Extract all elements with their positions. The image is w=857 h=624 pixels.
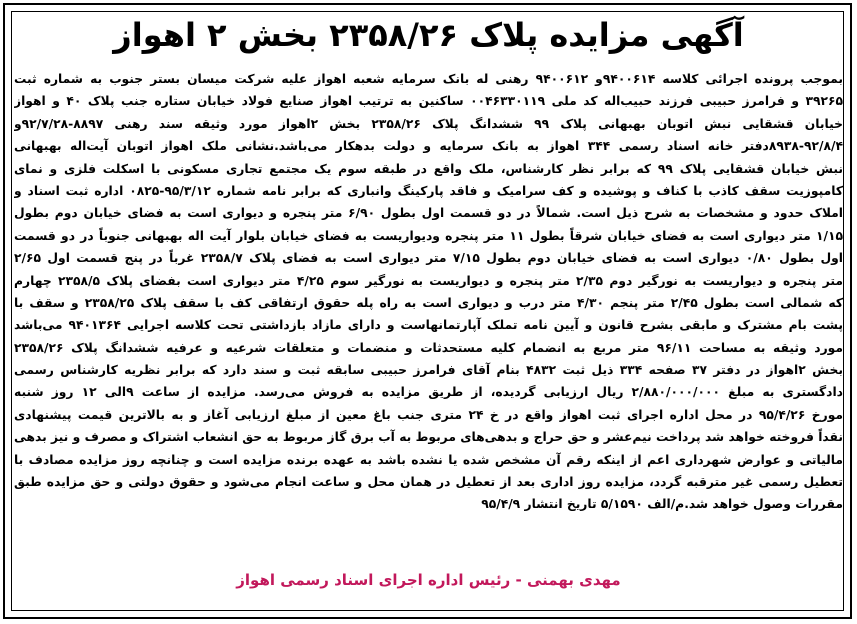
notice-line: ۱/۱۵ متر دیواری است به فضای خیابان شرقاً بطول ۱۱ متر پنجره ودیواریست به فضای خیابان بلوار آیت اله بهبهانی جنوباً در دو قسمت xyxy=(14,228,843,243)
notice-line: کامپوزیت سقف کاذب با کناف و پوشیده و کف سرامیک و فاقد پارکینگ وانباری که برابر نامه شماره ۹۵/۳/۱۲-۰۸۲۵ اداره ثبت اسناد و xyxy=(14,183,843,198)
notice-line: پشت بام مشترک و مابقی بشرح قانون و آیین نامه تملک آپارتمانهاست و دارای مازاد بازداشتی تحت کلاسه اجرایی ۹۴۰۱۳۶۴ می‌باشد xyxy=(14,318,843,333)
notice-body xyxy=(14,68,843,516)
notice-line: نقداً فروخته خواهد شد پرداخت نیم‌عشر و حق حراج و بدهی‌های مربوط به آب برق گاز مربوط به حق انشعاب اشتراک و مصرف و نیز بدهی xyxy=(14,430,843,445)
notice-line: اول بطول ۰/۸۰ دیواری است به فضای خیابان دوم بطول ۷/۱۵ متر دیواری است به فضای پلاک ۲۳۵۸/۷ غرباً در پنج قسمت اول ۲/۶۵ xyxy=(14,251,843,266)
notice-line: نبش خیابان قشقایی پلاک ۹۹ که برابر نظر کارشناس، ملک واقع در طبقه سوم یک مجتمع تجاری مسکونی با اسکلت فلزی و نمای xyxy=(14,161,843,176)
notice-line: دادگستری به مبلغ ۲/۸۸۰/۰۰۰/۰۰۰ ریال ارزیابی گردیده، از طریق مزایده به فروش می‌رسد. مزایده از ساعت ۹الی ۱۲ روز شنبه xyxy=(14,385,843,400)
notice-line: مورد وثیقه به مساحت ۹۶/۱۱ متر مربع به انضمام کلیه مستحدثات و منضمات و متعلقات شرعیه و عرفیه ششدانگ پلاک ۲۳۵۸/۲۶ xyxy=(14,340,843,355)
notice-line: تعطیل رسمی غیر مترقبه گردد، مزایده روز اداری بعد از تعطیل در همان محل و ساعت انجام می‌شود و حقوق دولتی و حق مزایده طبق xyxy=(14,475,843,490)
notice-line: مالیاتی و عوارض شهرداری اعم از اینکه رقم آن مشخص شده یا نشده باشد به عهده برنده مزایده است و چنانچه روز مزایده مصادف با xyxy=(14,452,843,467)
notice-line: بموجب پرونده اجرائی کلاسه ۹۴۰۰۶۱۴و ۹۴۰۰۶۱۲ رهنی له بانک سرمایه شعبه اهواز علیه شرکت میسان بستر جنوب به شماره ثبت xyxy=(14,72,843,86)
notice-line: متر پنجره و دیواریست به نورگیر دوم ۲/۳۵ متر پنجره و دیواریست به نورگیر سوم ۴/۲۵ متر دیواری است بفضای پلاک ۲۳۵۸/۵ چهارم xyxy=(14,273,843,288)
notice-line: ۸۹۳۸-۹۲/۸/۴دفتر خانه اسناد رسمی ۳۴۴ اهواز به بانک سرمایه و دولت بدهکار می‌باشد.نشانی ملک اهواز اتوبان آیت‌اله بهبهانی xyxy=(14,139,843,154)
notice-title: آگهی مزایده پلاک ۲۳۵۸/۲۶ بخش ۲ اهواز xyxy=(113,16,744,54)
notice-line: بخش ۲اهواز در دفتر ۳۷ صفحه ۳۳۴ ذیل ثبت ۴۸۳۲ بنام آقای فرامرز حبیبی سابقه ثبت و سند دارد که برابر نظریه کارشناس رسمی xyxy=(14,363,843,378)
notice-line: خیابان قشقایی نبش اتوبان بهبهانی پلاک ۹۹ ششدانگ پلاک ۲۳۵۸/۲۶ بخش ۲اهواز مورد وثیقه سند رهنی ۸۸۹۷-۹۲/۷/۲۸و xyxy=(14,116,843,131)
notice-line: ۳۹۲۶۵ و فرامرز حبیبی فرزند حبیب‌اله کد ملی ۰۰۴۶۳۳۰۱۱۹ ساکنین به ترتیب اهواز صنایع فولاد خیابان ستاره جنب پلاک ۴۰ و اهواز xyxy=(14,94,843,109)
notice-line: املاک حدود و مشخصات به شرح ذیل است. شمالاً در دو قسمت اول بطول ۶/۹۰ متر پنجره و دیواری است به فضای خیابان دوم بطول xyxy=(14,206,843,221)
notice-line: مقررات وصول خواهد شد.م/الف ۵/۱۵۹۰ تاریخ انتشار ۹۵/۴/۹ xyxy=(481,497,843,512)
notice-line: مورخ ۹۵/۴/۲۶ در محل اداره اجرای ثبت اهواز واقع در خ ۲۴ متری جنب باغ معین از مبلغ ارزیابی آغاز و به بالاترین قیمت پیشنهادی xyxy=(14,407,843,422)
signature: مهدی بهمنی - رئیس اداره اجرای اسناد رسمی اهواز xyxy=(236,571,621,589)
notice-line: که شمالی است بطول ۲/۴۵ متر پنجم ۴/۳۰ متر درب و دیواری است به راه پله حقوق ارتفاقی کف با سقف پلاک ۲۳۵۸/۲۵ و سقف با xyxy=(14,295,843,310)
